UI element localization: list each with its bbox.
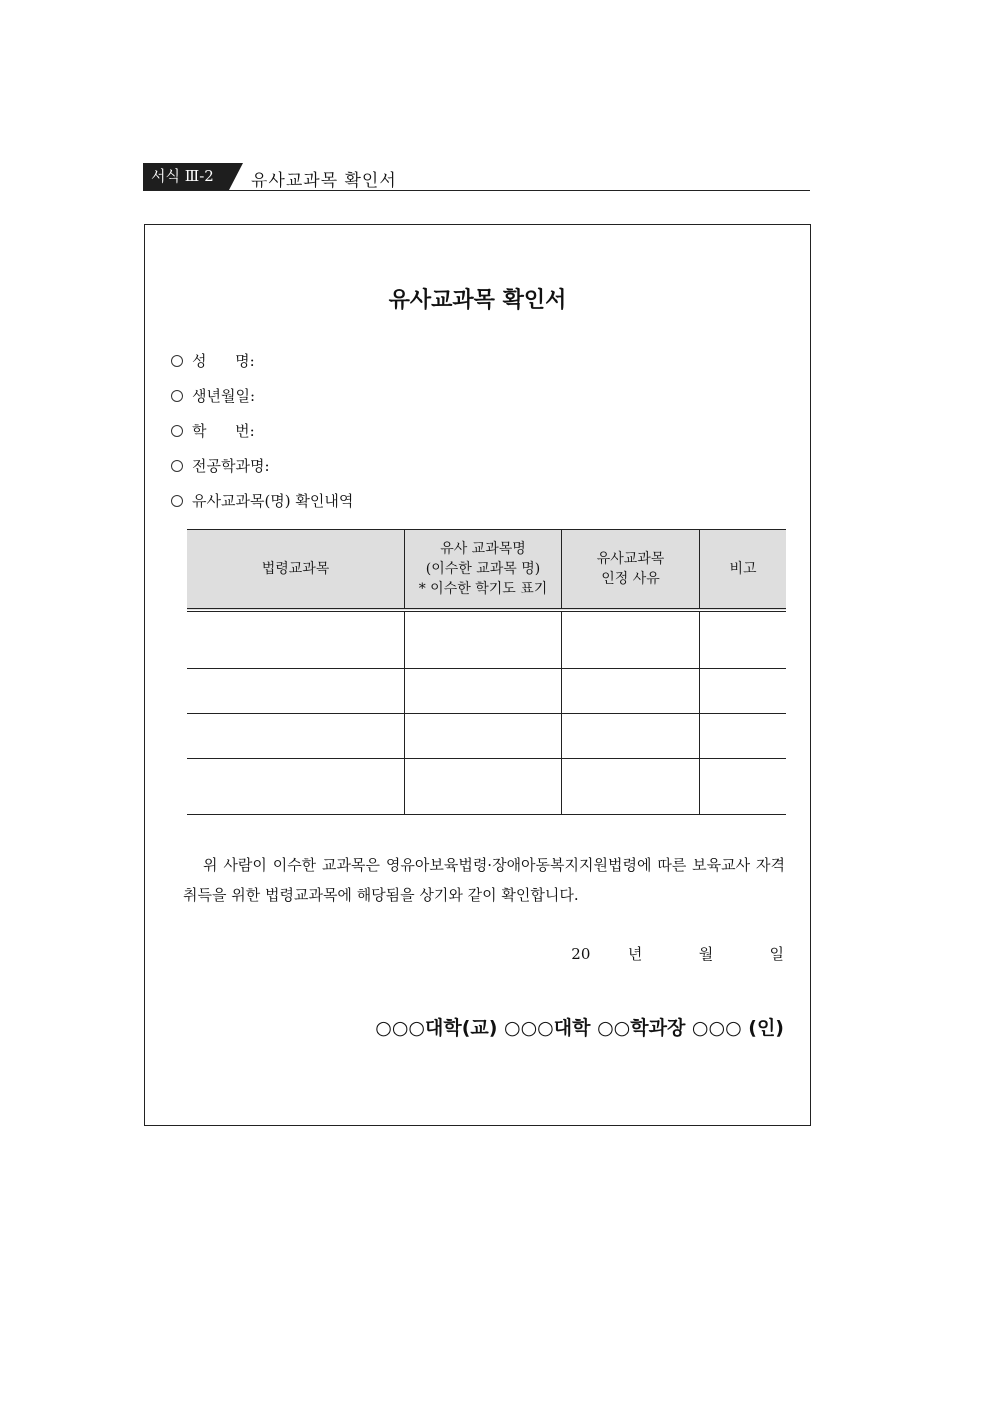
table-cell[interactable] bbox=[562, 610, 700, 669]
table-cell[interactable] bbox=[562, 714, 700, 759]
circle-bullet-icon bbox=[171, 460, 183, 472]
table-row bbox=[187, 610, 786, 669]
field-student-id bbox=[171, 420, 255, 441]
form-tag-tail bbox=[229, 163, 243, 190]
course-table bbox=[187, 529, 786, 815]
field-label: 전공학과명: bbox=[192, 457, 270, 475]
header-rule bbox=[143, 190, 810, 191]
table-row bbox=[187, 759, 786, 815]
circle-bullet-icon bbox=[171, 390, 183, 402]
table-cell[interactable] bbox=[700, 759, 787, 815]
table-cell[interactable] bbox=[405, 759, 562, 815]
table-cell[interactable] bbox=[700, 610, 787, 669]
field-birthdate bbox=[171, 385, 255, 406]
form-number-tag: 서식 Ⅲ-2 bbox=[143, 163, 229, 190]
table-cell[interactable] bbox=[562, 669, 700, 714]
table-cell[interactable] bbox=[700, 669, 787, 714]
col-header-reason: 유사교과목 인정 사유 bbox=[562, 530, 700, 611]
field-label: 생년월일: bbox=[192, 387, 256, 405]
table-cell[interactable] bbox=[187, 759, 405, 815]
field-major bbox=[171, 455, 270, 476]
table-cell[interactable] bbox=[187, 610, 405, 669]
document-frame bbox=[144, 224, 811, 1126]
field-course-details bbox=[171, 490, 353, 511]
circle-bullet-icon bbox=[171, 425, 183, 437]
form-header-title: 유사교과목 확인서 bbox=[251, 171, 397, 191]
col-header-legal-course: 법령교과목 bbox=[187, 530, 405, 611]
document-title: 유사교과목 확인서 bbox=[388, 288, 567, 313]
circle-bullet-icon bbox=[171, 495, 183, 507]
table-cell[interactable] bbox=[562, 759, 700, 815]
signature-line: ○○○대학(교) ○○○대학 ○○학과장 ○○○ (인) bbox=[375, 1017, 784, 1039]
confirmation-statement: 위 사람이 이수한 교과목은 영유아보육법령·장애아동복지지원법령에 따른 보육교사 자격 취득을 위한 법령교과목에 해당됨을 상기와 같이 확인합니다. bbox=[183, 856, 785, 904]
table-cell[interactable] bbox=[187, 669, 405, 714]
circle-bullet-icon bbox=[171, 355, 183, 367]
col-header-similar-course: 유사 교과목명 (이수한 교과목 명) * 이수한 학기도 표기 bbox=[405, 530, 562, 611]
table-cell[interactable] bbox=[700, 714, 787, 759]
table-cell[interactable] bbox=[405, 714, 562, 759]
field-label: 유사교과목(명) 확인내역 bbox=[192, 492, 354, 510]
form-header bbox=[143, 163, 810, 191]
field-label: 학 번: bbox=[192, 422, 255, 440]
table-cell[interactable] bbox=[405, 610, 562, 669]
date-line: 20 년 월 일 bbox=[571, 945, 784, 963]
table-cell[interactable] bbox=[405, 669, 562, 714]
table-row bbox=[187, 714, 786, 759]
col-header-remarks: 비고 bbox=[700, 530, 787, 611]
table-header-row bbox=[187, 530, 786, 611]
table-cell[interactable] bbox=[187, 714, 405, 759]
table-row bbox=[187, 669, 786, 714]
field-label: 성 명: bbox=[192, 352, 255, 370]
field-name bbox=[171, 350, 255, 371]
